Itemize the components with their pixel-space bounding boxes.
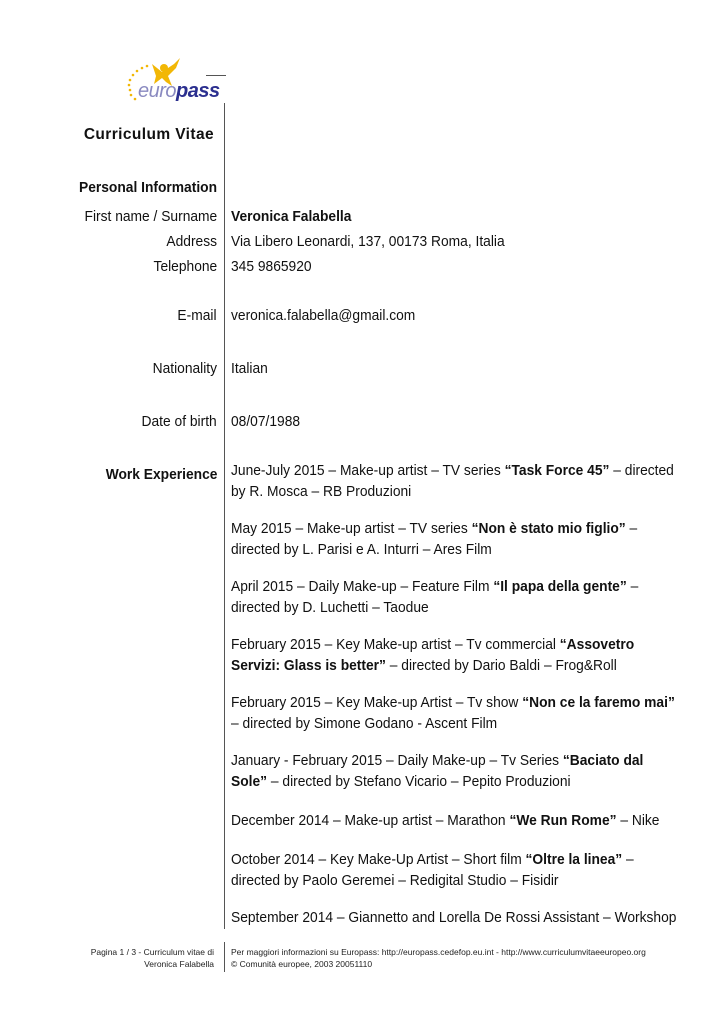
logo-euro-text: euro — [138, 80, 177, 102]
cv-title: Curriculum Vitae — [83, 126, 214, 143]
work-item: May 2015 – Make-up artist – TV series “Non è stato mio figlio” – directed by L. Parisi e A. Inturri – Ares Film — [231, 520, 638, 558]
column-divider — [224, 103, 225, 929]
footer-copyright-line: © Comunità europee, 2003 20051110 — [231, 959, 373, 969]
footer-info — [231, 946, 646, 970]
work-item: January - February 2015 – Daily Make-up – Tv Series “Baciato dal Sole” – directed by Stefano Vicario – Pepito Produzioni — [231, 752, 644, 790]
footer-links-line: Per maggiori informazioni su Europass: http://europass.cedefop.eu.int - http://www.curriculumvitaeeuropeo.org — [231, 947, 646, 957]
email-label: E-mail — [177, 307, 217, 324]
address-value: Via Libero Leonardi, 137, 00173 Roma, Italia — [231, 233, 505, 250]
telephone-value: 345 9865920 — [231, 258, 312, 275]
personal-information-heading: Personal Information — [78, 179, 217, 196]
name-value: Veronica Falabella — [231, 208, 352, 225]
work-experience-heading: Work Experience — [105, 466, 217, 483]
work-item: February 2015 – Key Make-up Artist – Tv show “Non ce la faremo mai” – directed by Simone Godano - Ascent Film — [231, 694, 675, 732]
email-value: veronica.falabella@gmail.com — [231, 307, 416, 324]
work-item: April 2015 – Daily Make-up – Feature Film “Il papa della gente” – directed by D. Luchetti – Taodue — [231, 578, 639, 616]
telephone-label: Telephone — [153, 258, 217, 275]
footer-divider — [224, 942, 225, 972]
work-item: February 2015 – Key Make-up artist – Tv commercial “Assovetro Servizi: Glass is better” – directed by Dario Baldi – Frog&Roll — [231, 636, 635, 674]
work-item: September 2014 – Giannetto and Lorella De Rossi Assistant – Workshop — [231, 909, 677, 926]
footer-name-line: Veronica Falabella — [144, 959, 214, 969]
footer-page-info — [91, 946, 214, 970]
date-of-birth-label: Date of birth — [141, 413, 217, 430]
footer-page-line: Pagina 1 / 3 - Curriculum vitae di — [90, 947, 214, 957]
work-item: October 2014 – Key Make-Up Artist – Short film “Oltre la linea” – directed by Paolo Geremei – Redigital Studio – Fisidir — [231, 851, 634, 889]
europass-wordmark — [138, 80, 220, 103]
nationality-label: Nationality — [152, 360, 217, 377]
name-label: First name / Surname — [84, 208, 217, 225]
work-item: June-July 2015 – Make-up artist – TV series “Task Force 45” – directed by R. Mosca – RB Produzioni — [231, 462, 674, 500]
work-item: December 2014 – Make-up artist – Marathon “We Run Rome” – Nike — [231, 812, 660, 829]
logo-pass-text: pass — [176, 80, 220, 102]
date-of-birth-value: 08/07/1988 — [231, 413, 301, 430]
nationality-value: Italian — [231, 360, 268, 377]
logo-rule — [206, 75, 226, 76]
address-label: Address — [166, 233, 217, 250]
